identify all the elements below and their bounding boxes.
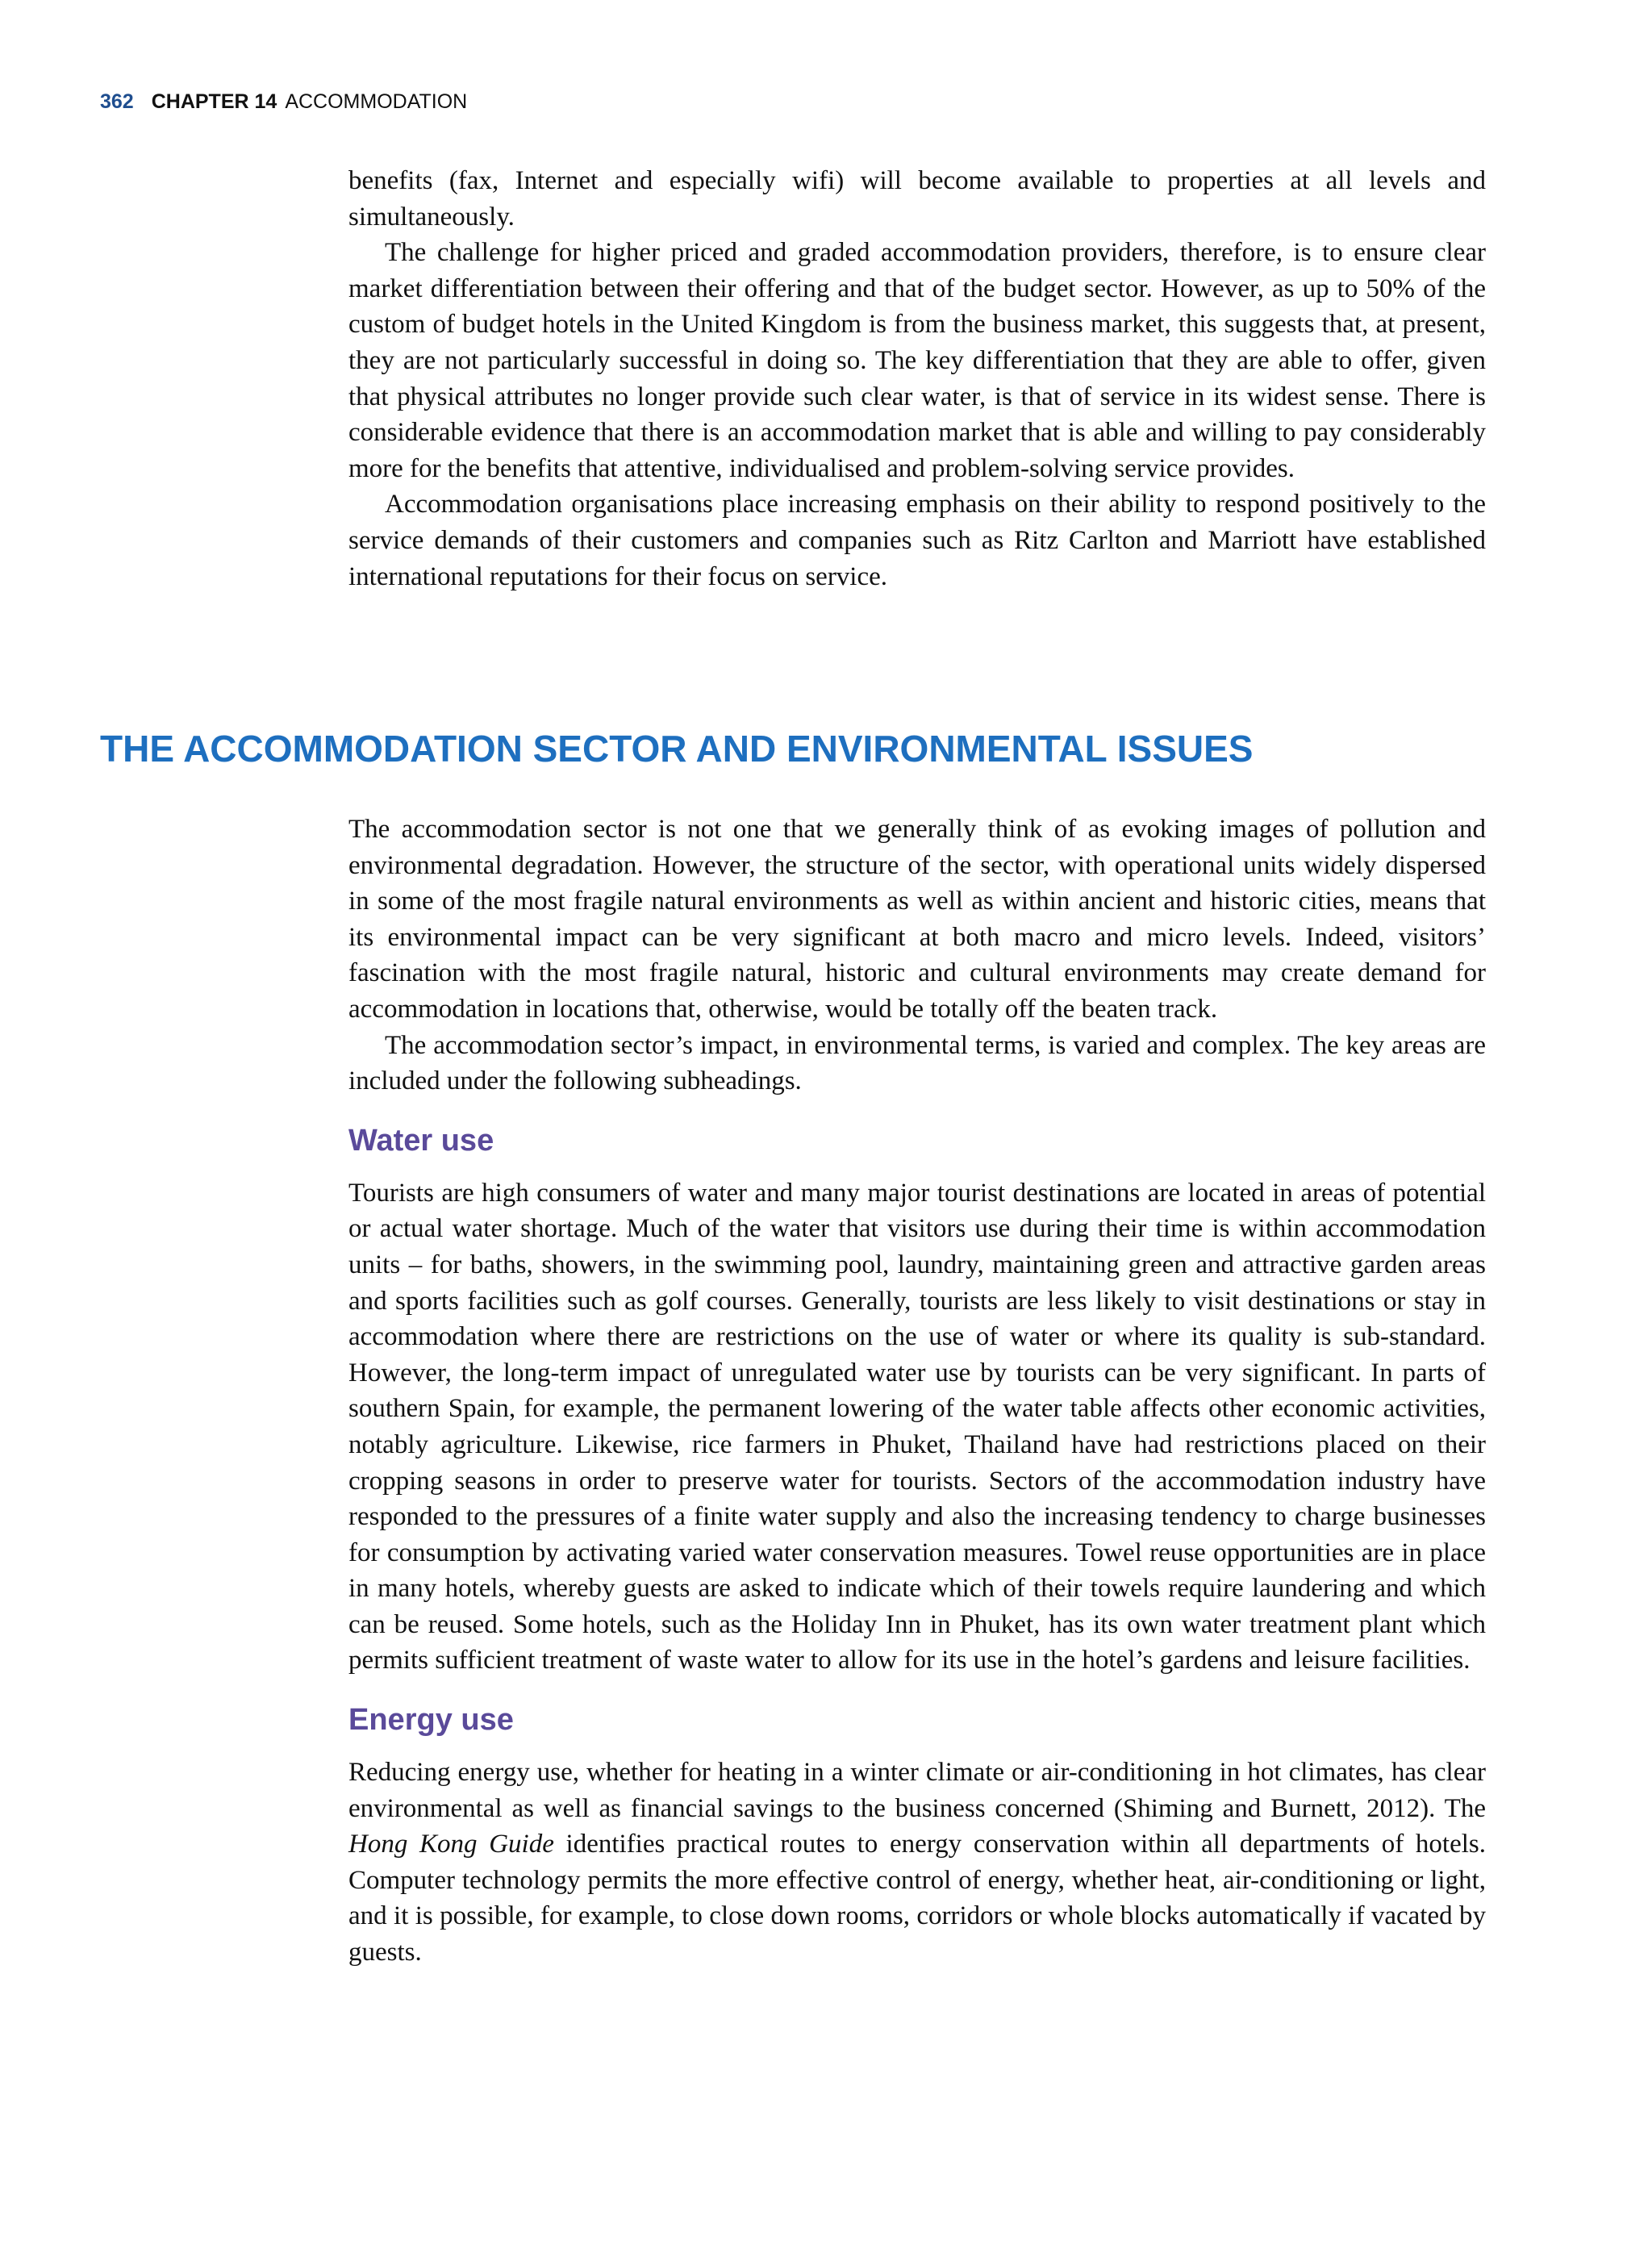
paragraph: benefits (fax, Internet and especially wifi) will become available to properties at all levels and simultaneously.	[348, 166, 1486, 232]
paragraph: The accommodation sector’s impact, in environmental terms, is varied and complex. The key areas are included under the following subheadings.	[348, 1030, 1486, 1096]
text-run: Reducing energy use, whether for heating in a winter climate or air-conditioning in hot climates, has clear environmental as well as financial savings to the business concerned (Shiming and Burnett, 2012). The	[348, 1758, 1486, 1823]
paragraph	[348, 1755, 1486, 1971]
paragraph: The accommodation sector is not one that we generally think of as evoking images of pollution and environmental degradation. However, the structure of the sector, with operational units widely dispersed in some of the most fragile natural environments as well as within ancient and historic cities, means that its environmental impact can be very significant at both macro and micro levels. Indeed, visitors’ fascination with the most fragile natural, historic and cultural environments may create demand for accommodation in locations that, otherwise, would be totally off the beaten track.	[348, 815, 1486, 1024]
running-head	[100, 90, 467, 114]
section-body	[348, 812, 1486, 1971]
text-run: identifies practical routes to energy conservation within all departments of hotels. Computer technology permits the more effective control of energy, whether heat, air-conditioning or light, and it is possible, for example, to close down rooms, corridors or whole blocks automatically if vacated by guests.	[348, 1830, 1486, 1968]
subheading-energy-use: Energy use	[348, 1703, 514, 1738]
chapter-label: CHAPTER 14	[151, 90, 277, 113]
section-heading: THE ACCOMMODATION SECTOR AND ENVIRONMENTAL ISSUES	[100, 728, 1254, 770]
page-number: 362	[100, 90, 134, 113]
paragraph: The challenge for higher priced and graded accommodation providers, therefore, is to ensure clear market differentiation between their offering and that of the budget sector. However, as up to 50% of the custom of budget hotels in the United Kingdom is from the business market, this suggests that, at present, they are not particularly successful in doing so. The key differentiation that they are able to offer, given that physical attributes no longer provide such clear water, is that of service in its widest sense. There is considerable evidence that there is an accommodation market that is able and willing to pay considerably more for the benefits that attentive, individualised and problem-solving service provides.	[348, 238, 1486, 483]
subheading-water-use: Water use	[348, 1123, 494, 1158]
paragraph: Accommodation organisations place increasing emphasis on their ability to respond positively to the service demands of their customers and companies such as Ritz Carlton and Marriott have established international reputations for their focus on service.	[348, 490, 1486, 591]
paragraph: Tourists are high consumers of water and many major tourist destinations are located in areas of potential or actual water shortage. Much of the water that visitors use during their time is within accommodation units – for baths, showers, in the swimming pool, laundry, maintaining green and attractive garden areas and sports facilities such as golf courses. Generally, tourists are less likely to visit destinations or stay in accommodation where there are restrictions on the use of water or where its quality is sub-standard. However, the long-term impact of unregulated water use by tourists can be very significant. In parts of southern Spain, for example, the permanent lowering of the water table affects other economic activities, notably agriculture. Likewise, rice farmers in Phuket, Thailand have had restrictions placed on their cropping seasons in order to preserve water for tourists. Sectors of the accommodation industry have responded to the pressures of a finite water supply and also the increasing tendency to charge businesses for consumption by activating varied water conservation measures. Towel reuse opportunities are in place in many hotels, whereby guests are asked to indicate which of their towels require laundering and which can be reused. Some hotels, such as the Holiday Inn in Phuket, has its own water treatment plant which permits sufficient treatment of waste water to allow for its use in the hotel’s gardens and leisure facilities.	[348, 1178, 1486, 1675]
italic-title: Hong Kong Guide	[348, 1830, 554, 1859]
intro-text	[348, 163, 1486, 595]
chapter-title: ACCOMMODATION	[285, 90, 468, 113]
